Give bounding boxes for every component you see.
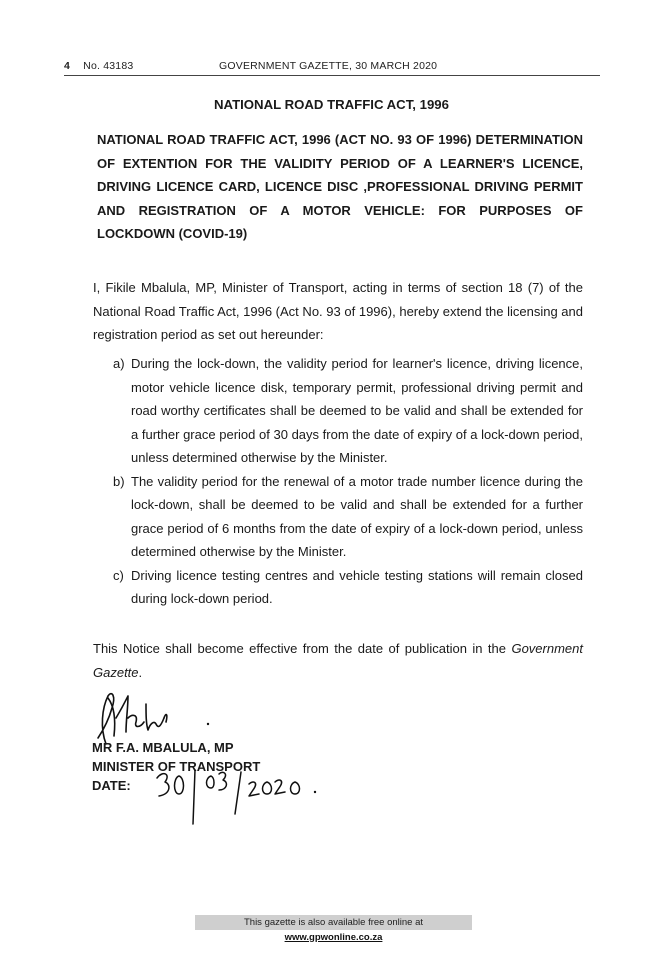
gpwonline-link[interactable]: www.gpwonline.co.za bbox=[284, 932, 383, 943]
signatory-title: MINISTER OF TRANSPORT bbox=[92, 759, 261, 774]
gazette-name-date: GOVERNMENT GAZETTE, 30 MARCH 2020 bbox=[219, 60, 438, 72]
list-item-text: The validity period for the renewal of a motor trade number licence during the lock-down, shall be deemed to be valid and shall be extended for a further grace period of 6 months from the date of expiry of a lock-down period, unless determined otherwise by the Minister. bbox=[131, 473, 583, 559]
list-item-letter: b) bbox=[113, 473, 125, 489]
act-title: NATIONAL ROAD TRAFFIC ACT, 1996 bbox=[214, 97, 449, 112]
date-label: DATE: bbox=[92, 778, 131, 793]
extension-list bbox=[113, 352, 583, 611]
footer-text: This gazette is also available free online at bbox=[243, 917, 424, 928]
notice-end: . bbox=[138, 664, 143, 680]
gazette-number: No. 43183 bbox=[83, 60, 134, 72]
notice-publication: Government Gazette bbox=[93, 641, 583, 680]
notice-text: This Notice shall become effective from the date of publication in the bbox=[93, 641, 512, 656]
list-item-text: During the lock-down, the validity period for learner's licence, driving licence, motor vehicle licence disk, temporary permit, professional driving permit and road worthy certificates shall be deemed to be valid and shall be extended for a further grace period of 30 days from the date of expiry of a lock-down period, unless determined otherwise by the Minister. bbox=[131, 356, 583, 465]
handwritten-date bbox=[155, 764, 325, 828]
determination-title: NATIONAL ROAD TRAFFIC ACT, 1996 (ACT NO. 93 OF 1996) DETERMINATION OF EXTENTION FOR THE VALIDITY PERIOD OF A LEARNER'S LICENCE, DRIVING LICENCE CARD, LICENCE DISC ,PROFESSIONAL DRIVING PERMIT AND REGISTRATION OF A MOTOR VEHICLE: FOR PURPOSES OF LOCKDOWN (COVID-19) bbox=[97, 132, 583, 241]
effective-notice bbox=[93, 637, 583, 684]
signatory-name: MR F.A. MBALULA, MP bbox=[92, 740, 234, 755]
footer-banner bbox=[195, 915, 472, 943]
list-item-letter: c) bbox=[113, 567, 124, 583]
list-item bbox=[113, 470, 583, 564]
intro-paragraph: I, Fikile Mbalula, MP, Minister of Transport, acting in terms of section 18 (7) of the National Road Traffic Act, 1996 (Act No. 93 of 1996), hereby extend the licensing and registration period as set out hereunder: bbox=[93, 280, 583, 342]
list-item-letter: a) bbox=[113, 356, 125, 371]
gazette-header bbox=[64, 60, 584, 72]
list-item-text: Driving licence testing centres and vehicle testing stations will remain closed during lock-down period. bbox=[131, 567, 583, 606]
page-number: 4 bbox=[64, 60, 71, 72]
list-item bbox=[113, 352, 583, 470]
list-item bbox=[113, 564, 583, 611]
header-divider bbox=[64, 75, 600, 76]
